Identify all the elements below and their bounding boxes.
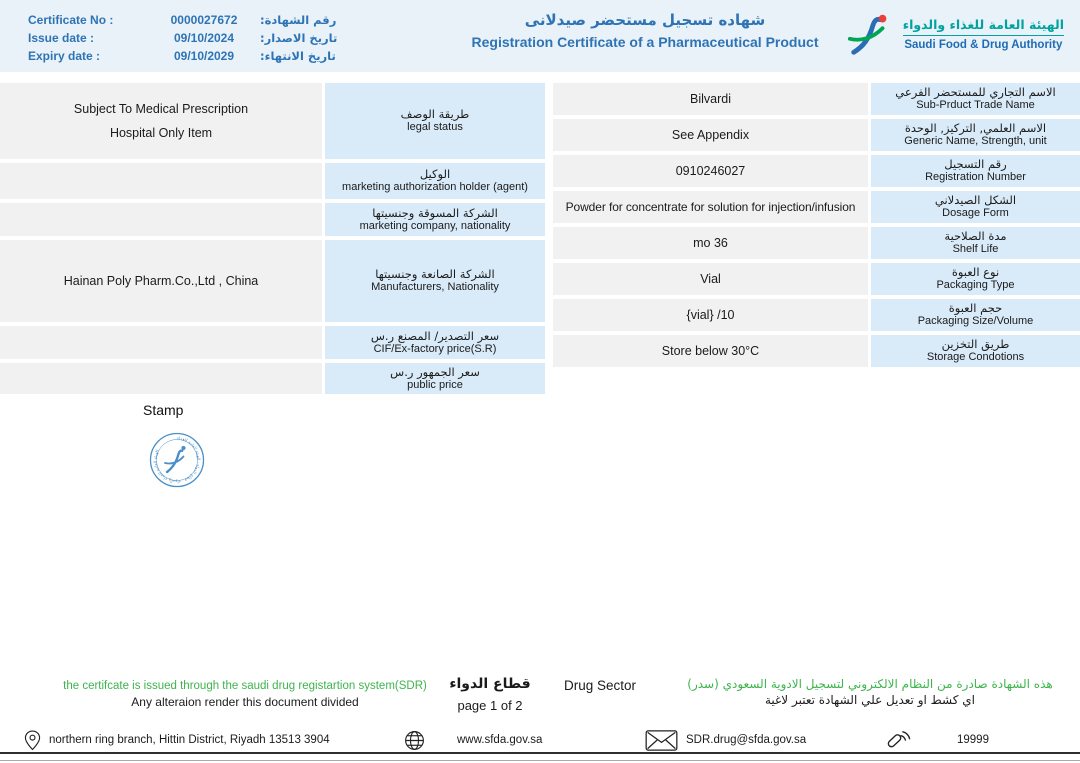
footer-note-english [30, 679, 460, 710]
address-item [24, 728, 330, 752]
page-number: page 1 of 2 [457, 698, 523, 713]
table-row-trade-name [553, 83, 1080, 115]
packaging-type-label: نوع العبوة Packaging Type [871, 263, 1080, 295]
phone-icon [886, 728, 913, 752]
alteration-note: Any alteraion render this document divided [131, 695, 359, 709]
table-row-packaging-size [553, 299, 1080, 331]
legal-status-line1: Subject To Medical Prescription [73, 102, 249, 116]
public-price-label: سعر الجمهور ر.س public price [325, 363, 545, 394]
certificate-title [445, 11, 845, 51]
legal-status-label: طريقة الوصف legal status [325, 83, 545, 159]
envelope-icon [645, 729, 678, 752]
header-bar [0, 0, 1080, 72]
table-row-legal-status [0, 83, 545, 159]
manufacturers-label: الشركة الصانعة وجنسيتها Manufacturers, Nationality [325, 240, 545, 322]
table-row-shelf-life [553, 227, 1080, 259]
trade-name-label: الاسم التجاري للمستحضر الفرعي Sub-Prduct Trade Name [871, 83, 1080, 115]
alteration-note-arabic: اي كشط او تعديل علي الشهادة تعتبر لاغية [764, 693, 976, 707]
sfda-figure-icon [846, 11, 896, 57]
stamp-label: Stamp [143, 402, 184, 418]
certificate-no-value: 0000027672 [170, 13, 238, 27]
footer-note-arabic [670, 677, 1070, 708]
cif-price-value [0, 326, 322, 359]
website-text[interactable]: www.sfda.gov.sa [457, 734, 543, 746]
marketing-company-value [0, 203, 322, 236]
trade-name-value: Bilvardi [553, 83, 868, 115]
shelf-life-value: mo 36 [553, 227, 868, 259]
packaging-type-value: Vial [553, 263, 868, 295]
table-row-packaging-type [553, 263, 1080, 295]
table-row-cif-price [0, 326, 545, 359]
drug-sector-arabic: قطاع الدواء [449, 676, 531, 692]
table-row-dosage-form [553, 191, 1080, 223]
sdr-system-note: the certifcate is issued through the saudi drug registartion system(SDR) [63, 680, 427, 692]
packaging-size-label: حجم العبوة Packaging Size/Volume [871, 299, 1080, 331]
drug-sector-english: Drug Sector [563, 678, 637, 693]
svg-text:الهيئة العامة للغذاء والدواء ·: الهيئة العامة للغذاء والدواء · قطاع الدواء · الهيئة العامة للغذاء [152, 435, 202, 485]
agent-label: الوكيل marketing authorization holder (agent) [325, 163, 545, 199]
address-text: northern ring branch, Hittin District, Riyadh 13513 3904 [49, 734, 330, 746]
phone-item [886, 728, 989, 752]
dosage-form-label: الشكل الصيدلاني Dosage Form [871, 191, 1080, 223]
issue-date-label-ar: تاريخ الاصدار: [260, 31, 338, 45]
public-price-value [0, 363, 322, 394]
agent-value [0, 163, 322, 199]
email-text[interactable]: SDR.drug@sfda.gov.sa [686, 734, 807, 746]
expiry-date-label: Expiry date : [28, 49, 101, 63]
certificate-meta [28, 12, 362, 65]
table-row-agent [0, 163, 545, 199]
footer-separator-light [0, 760, 1080, 761]
storage-conditions-value: Store below 30°C [553, 335, 868, 367]
table-row-public-price [0, 363, 545, 394]
generic-name-value: See Appendix [553, 119, 868, 151]
table-row-storage-conditions [553, 335, 1080, 367]
sdr-system-note-arabic: هذه الشهادة صادرة من النظام الالكتروني لتسجيل الادوية السعودي (سدر) [687, 677, 1053, 691]
registration-number-value: 0910246027 [553, 155, 868, 187]
table-row-marketing-company [0, 203, 545, 236]
right-table [553, 83, 1080, 367]
certificate-title-arabic: شهاده تسجيل مستحضر صيدلانى [524, 11, 766, 29]
certificate-no-label: Certificate No : [28, 13, 114, 27]
sfda-logo-text [903, 17, 1064, 51]
legal-status-value [0, 83, 322, 159]
email-item [645, 728, 806, 752]
authority-name-arabic: الهيئة العامة للغذاء والدواء [903, 17, 1064, 36]
marketing-company-label: الشركة المسوقة وجنسيتها marketing company, nationality [325, 203, 545, 236]
shelf-life-label: مدة الصلاحية Shelf Life [871, 227, 1080, 259]
storage-conditions-label: طريق التخزين Storage Condotions [871, 335, 1080, 367]
certificate-title-english: Registration Certificate of a Pharmaceutical Product [471, 34, 819, 50]
packaging-size-value: {vial} /10 [553, 299, 868, 331]
issue-date-value: 09/10/2024 [173, 31, 235, 45]
location-pin-icon [24, 730, 41, 751]
manufacturers-value: Hainan Poly Pharm.Co.,Ltd , China [0, 240, 322, 322]
legal-status-line2: Hospital Only Item [109, 126, 213, 140]
cif-price-label: سعر التصدير/ المصنع ر.س CIF/Ex-factory price(S.R) [325, 326, 545, 359]
expiry-date-label-ar: تاريخ الانتهاء: [260, 49, 336, 63]
certificate-no-label-ar: رقم الشهادة: [260, 13, 337, 27]
sfda-round-stamp-icon [148, 431, 206, 489]
dosage-form-value: Powder for concentrate for solution for injection/infusion [553, 191, 868, 223]
registration-number-label: رقم التسجيل Registration Number [871, 155, 1080, 187]
phone-text[interactable]: 19999 [957, 734, 989, 746]
table-row-manufacturers [0, 240, 545, 322]
sfda-logo [846, 11, 1064, 57]
table-row-generic-name [553, 119, 1080, 151]
expiry-date-value: 09/10/2029 [173, 49, 235, 63]
footer-separator-dark [0, 752, 1080, 754]
globe-icon [404, 730, 425, 751]
generic-name-label: الاسم العلمي, التركيز, الوحدة Generic Name, Strength, unit [871, 119, 1080, 151]
website-item [404, 728, 542, 752]
contact-bar [0, 728, 1080, 752]
table-row-registration-number [553, 155, 1080, 187]
issue-date-label: Issue date : [28, 31, 95, 45]
left-table [0, 83, 545, 394]
authority-name-english: Saudi Food & Drug Authority [904, 39, 1063, 51]
